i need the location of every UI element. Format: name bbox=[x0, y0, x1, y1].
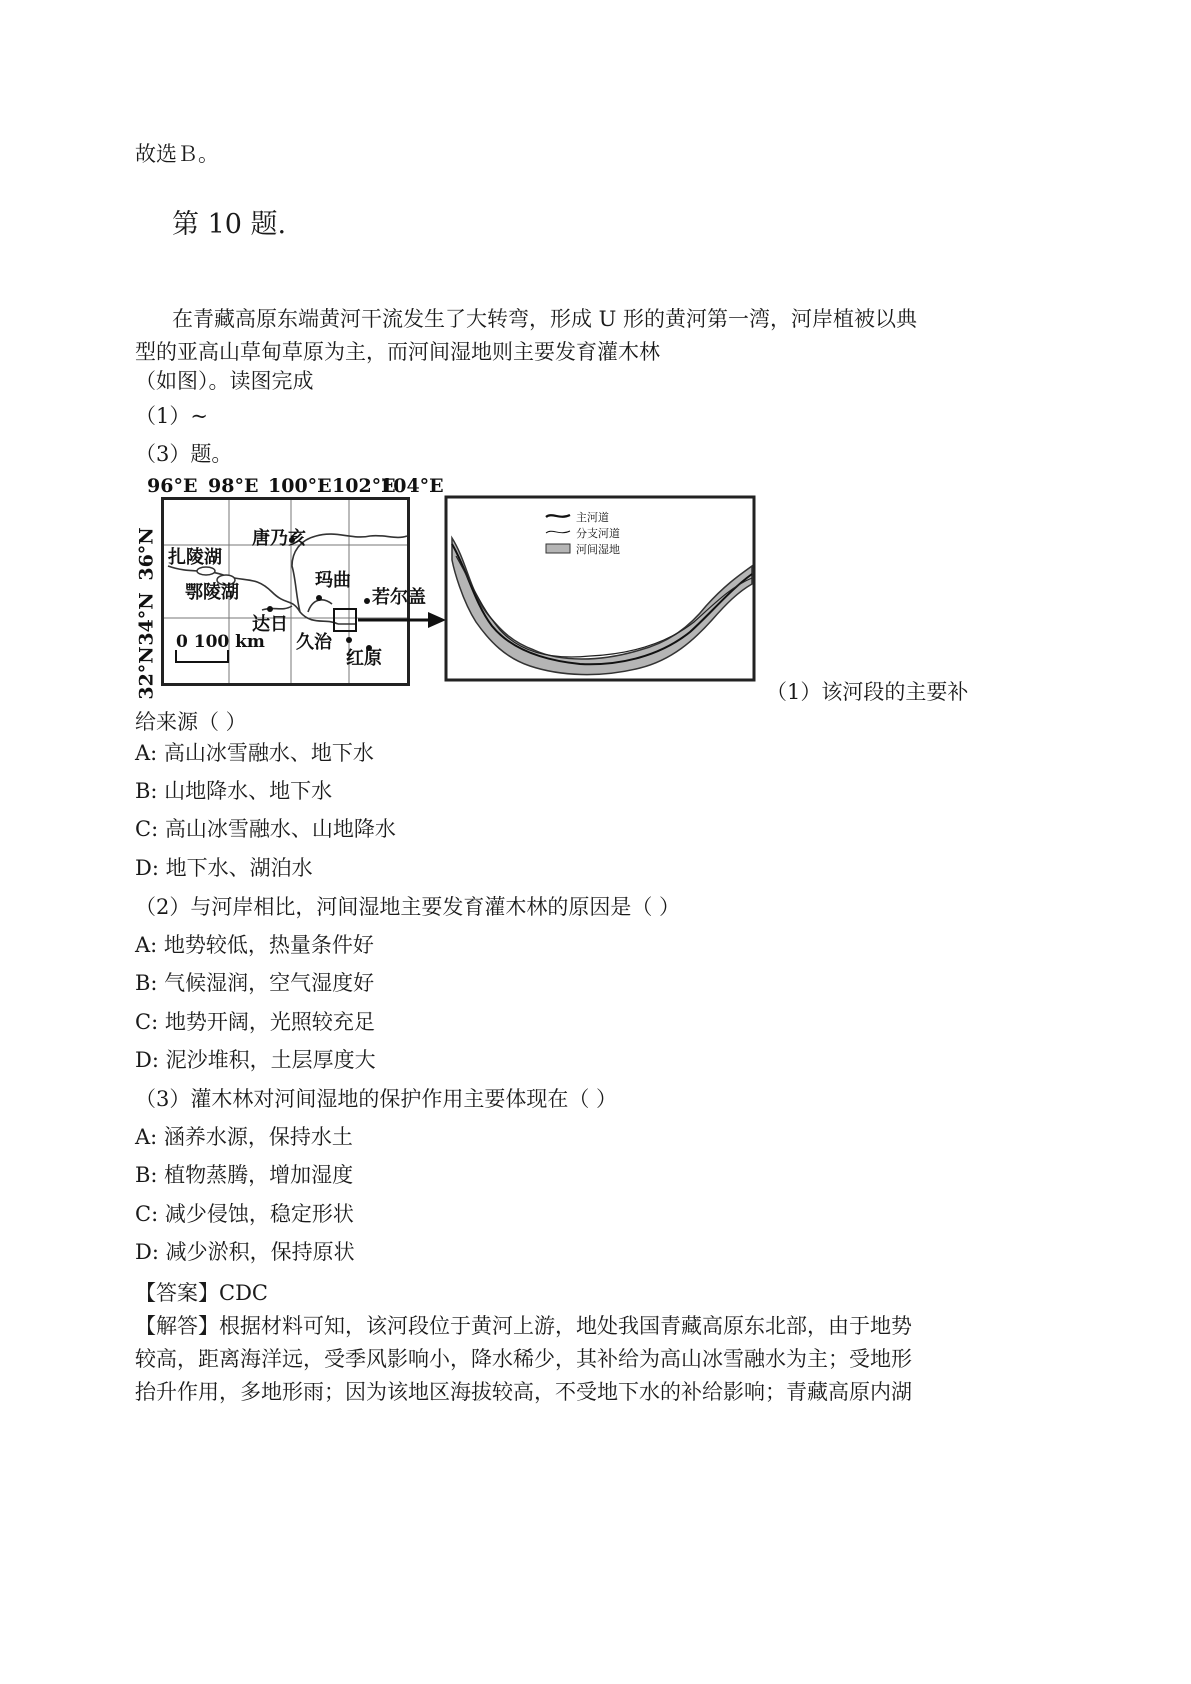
lon-label-102: 102°E bbox=[332, 475, 396, 497]
stem-line-2: 型的亚高山草甸草原为主，而河间湿地则主要发育灌木林 bbox=[135, 340, 660, 364]
q1-option-a[interactable]: A: 高山冰雪融水、地下水 bbox=[135, 741, 374, 765]
legend-branch-channel: 分支河道 bbox=[576, 527, 620, 540]
lon-label-104: 104°E bbox=[380, 475, 444, 497]
explanation-line-1: 【解答】根据材料可知，该河段位于黄河上游，地处我国青藏高原东北部，由于地势 bbox=[135, 1314, 912, 1338]
q2-option-b[interactable]: B: 气候湿润，空气湿度好 bbox=[135, 971, 375, 995]
answer: 【答案】CDC bbox=[135, 1281, 268, 1305]
lon-label-96: 96°E bbox=[147, 475, 198, 497]
lat-label-34: 34°N bbox=[135, 592, 158, 646]
q2-prompt: （2）与河岸相比，河间湿地主要发育灌木林的原因是（ ） bbox=[135, 895, 681, 919]
stem-line-4: （1）~ bbox=[135, 404, 208, 428]
q3-option-d[interactable]: D: 减少淤积，保持原状 bbox=[135, 1240, 355, 1264]
question-header: 第 10 题. bbox=[172, 209, 287, 240]
stem-line-1: 在青藏高原东端黄河干流发生了大转弯，形成 U 形的黄河第一湾，河岸植被以典 bbox=[172, 307, 918, 331]
explanation-line-2: 较高，距离海洋远，受季风影响小，降水稀少，其补给为高山冰雪融水为主；受地形 bbox=[135, 1347, 912, 1371]
place-hongyuan: 红原 bbox=[346, 648, 382, 669]
place-ruoergai: 若尔盖 bbox=[372, 587, 426, 608]
q2-option-a[interactable]: A: 地势较低，热量条件好 bbox=[135, 933, 374, 957]
place-maqu: 玛曲 bbox=[315, 570, 351, 591]
lat-label-32: 32°N bbox=[135, 646, 158, 700]
lon-label-98: 98°E bbox=[208, 475, 259, 497]
place-jiuzhi: 久治 bbox=[296, 632, 332, 653]
previous-conclusion: 故选Ｂ。 bbox=[135, 142, 219, 166]
q3-option-b[interactable]: B: 植物蒸腾，增加湿度 bbox=[135, 1163, 354, 1187]
lon-label-100: 100°E bbox=[268, 475, 332, 497]
q1-option-c[interactable]: C: 高山冰雪融水、山地降水 bbox=[135, 817, 396, 841]
q1-option-b[interactable]: B: 山地降水、地下水 bbox=[135, 779, 333, 803]
q1-option-d[interactable]: D: 地下水、湖泊水 bbox=[135, 856, 313, 880]
q2-option-d[interactable]: D: 泥沙堆积，土层厚度大 bbox=[135, 1048, 376, 1072]
place-dari: 达日 bbox=[252, 614, 288, 635]
scale-label: 0 100 km bbox=[176, 632, 265, 652]
q3-prompt: （3）灌木林对河间湿地的保护作用主要体现在（ ） bbox=[135, 1087, 618, 1111]
explanation-line-3: 抬升作用，多地形雨；因为该地区海拔较高，不受地下水的补给影响；青藏高原内湖 bbox=[135, 1380, 912, 1404]
lat-label-36: 36°N bbox=[135, 527, 158, 581]
q3-option-a[interactable]: A: 涵养水源，保持水土 bbox=[135, 1125, 353, 1149]
legend-wetland: 河间湿地 bbox=[576, 543, 620, 556]
q3-option-c[interactable]: C: 减少侵蚀，稳定形状 bbox=[135, 1202, 354, 1226]
legend-main-channel: 主河道 bbox=[576, 511, 609, 524]
stem-line-3: （如图）。读图完成 bbox=[135, 369, 314, 393]
q2-option-c[interactable]: C: 地势开阔，光照较充足 bbox=[135, 1010, 375, 1034]
place-tangnaihai: 唐乃亥 bbox=[252, 528, 306, 549]
place-zhaling-lake: 扎陵湖 bbox=[168, 547, 222, 568]
stem-line-5: （3）题。 bbox=[135, 442, 233, 466]
q1-prompt-b: 给来源（ ） bbox=[135, 710, 247, 734]
q1-prompt-a: （1）该河段的主要补 bbox=[766, 680, 969, 704]
place-eling-lake: 鄂陵湖 bbox=[185, 582, 239, 603]
